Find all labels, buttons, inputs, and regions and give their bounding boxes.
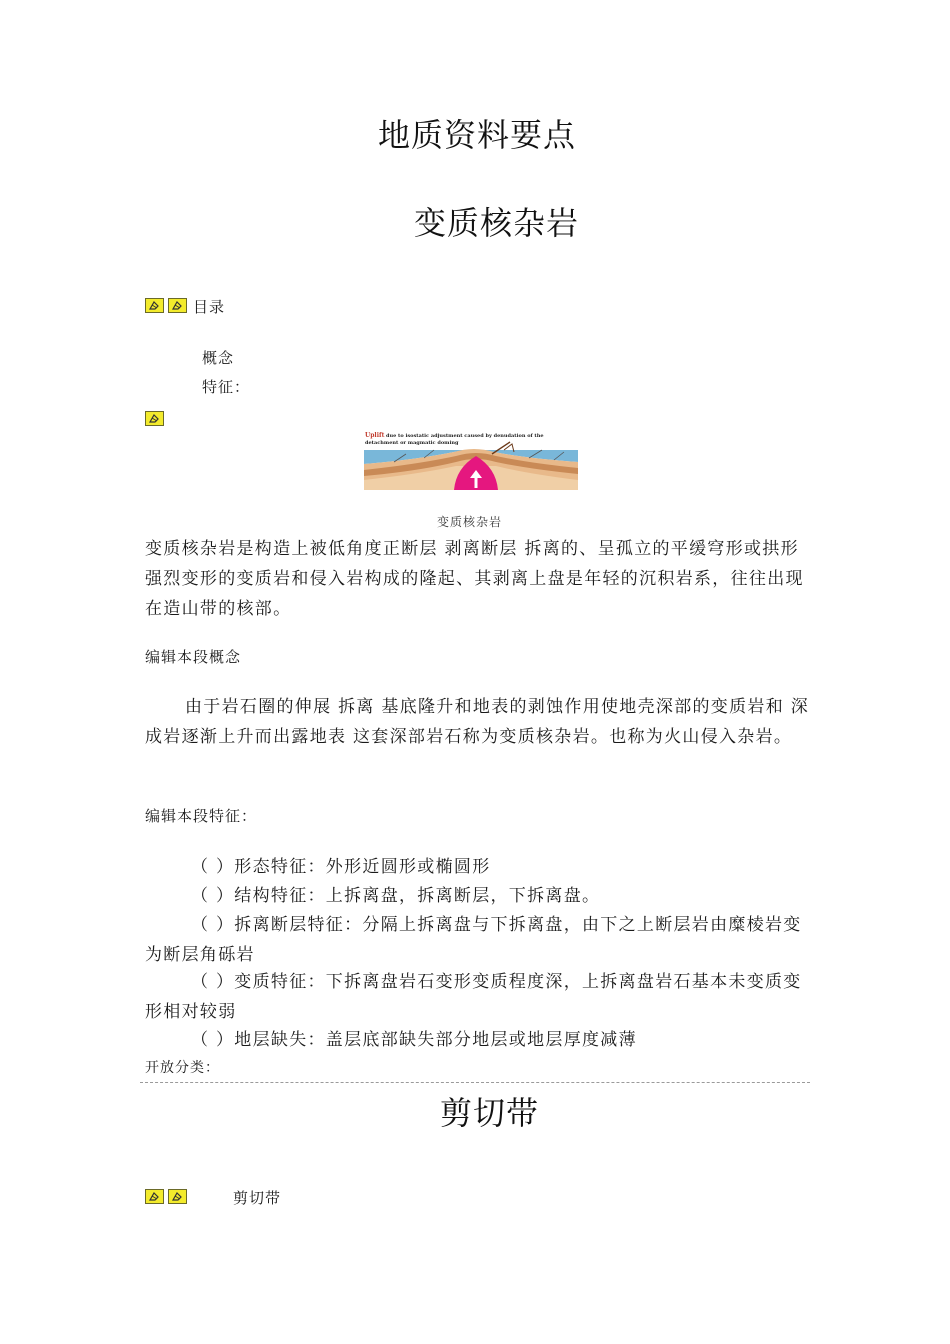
figure-heading-line2: detachment or magmatic doming xyxy=(365,440,459,446)
main-title: 地质资料要点 xyxy=(378,116,577,154)
toc-label: 目录 xyxy=(193,298,226,316)
section-title-metamorphic-core-complex: 变质核杂岩 xyxy=(414,204,580,242)
link-icon[interactable] xyxy=(145,298,164,313)
feature-item-stratigraphic-loss: （ ）地层缺失：盖层底部缺失部分地层或地层厚度减薄 xyxy=(191,1030,637,1050)
link-icon[interactable] xyxy=(168,1189,187,1204)
toc-item-concept[interactable]: 概念 xyxy=(202,349,235,367)
link-icon[interactable] xyxy=(145,411,164,426)
open-category-label: 开放分类： xyxy=(145,1060,220,1076)
toc-item-shear-zone[interactable]: 剪切带 xyxy=(233,1189,282,1207)
section-divider xyxy=(140,1082,810,1083)
feature-item-metamorphism: （ ）变质特征：下拆离盘岩石变形变质程度深，上拆离盘岩石基本未变质变形相对较弱 xyxy=(145,972,802,1022)
concept-paragraph: 由于岩石圈的伸展 拆离 基底隆升和地表的剥蚀作用使地壳深部的变质岩和 深成岩逐渐上升而出露地表 这套深部岩石称为变质核杂岩。也称为火山侵入杂岩。 xyxy=(145,697,810,747)
edit-features-link[interactable]: 编辑本段特征： xyxy=(145,807,258,825)
feature-item-shape: （ ）形态特征：外形近圆形或椭圆形 xyxy=(191,857,491,877)
feature-item-structure: （ ）结构特征：上拆离盘，拆离断层，下拆离盘。 xyxy=(191,886,601,906)
figure-caption: 变质核杂岩 xyxy=(437,515,503,529)
figure-heading-word: Uplift xyxy=(365,432,385,439)
feature-item-detachment-fault: （ ）拆离断层特征：分隔上拆离盘与下拆离盘，由下之上断层岩由糜棱岩变为断层角砾岩 xyxy=(145,915,802,965)
section-title-shear-zone: 剪切带 xyxy=(440,1094,540,1132)
figure-heading-rest: due to isostatic adjustment caused by denudation of the xyxy=(386,433,544,439)
uplift-diagram xyxy=(364,430,578,490)
intro-paragraph: 变质核杂岩是构造上被低角度正断层 剥离断层 拆离的、呈孤立的平缓穹形或拱形强烈变形的变质岩和侵入岩构成的隆起、其剥离上盘是年轻的沉积岩系，往往出现在造山带的核部。 xyxy=(145,539,804,619)
edit-concept-link[interactable]: 编辑本段概念 xyxy=(145,648,242,666)
link-icon[interactable] xyxy=(145,1189,164,1204)
toc-item-features[interactable]: 特征： xyxy=(202,378,251,396)
link-icon[interactable] xyxy=(168,298,187,313)
